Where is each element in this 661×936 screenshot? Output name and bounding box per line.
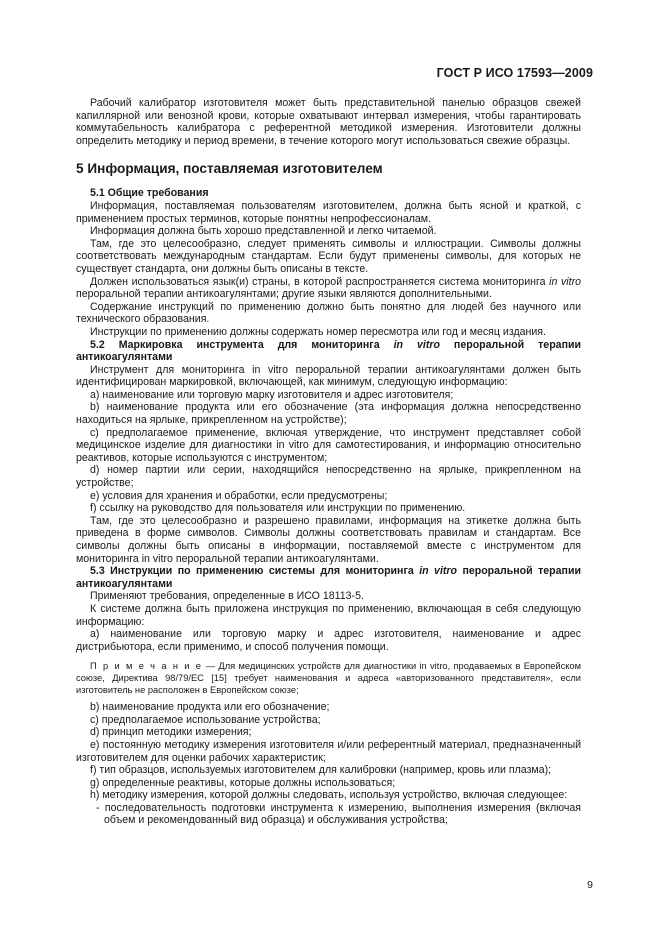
paragraph: Должен использоваться язык(и) страны, в которой распространяется система мониторинга in vitro пероральной терапии антикоагулянтами; другие языки являются дополнительными. <box>76 275 581 301</box>
list-item: е) постоянную методику измерения изготовителя и/или референтный материал, предназначенный изготовителем для оценки рабочих характеристик; <box>76 738 581 764</box>
section-5-title: 5 Информация, поставляемая изготовителем <box>76 161 383 177</box>
list-item: f) ссылку на руководство для пользователя или инструкции по применению. <box>90 502 466 515</box>
paragraph: Информация должна быть хорошо представленной и легко читаемой. <box>90 225 437 238</box>
list-item: d) принцип методики измерения; <box>90 726 252 739</box>
paragraph: Там, где это целесообразно, следует применять символы и иллюстрации. Символы должны соответствовать международным стандартам. Если будут применены символы, для которых не существует стандарта, они должны быть описаны в тексте. <box>76 237 581 275</box>
list-item: b) наименование продукта или его обозначение (эта информация должна непосредственно находиться на ярлыке, прикрепленном на устройстве); <box>76 401 581 427</box>
paragraph: Инструмент для мониторинга in vitro пероральной терапии антикоагулянтами должен быть идентифицирован маркировкой, включающей, как минимум, следующую информацию: <box>76 363 581 389</box>
dash-item: - последовательность подготовки инструмента к измерению, выполнения измерения (включая объем и рекомендованный вид образца) и обслуживания устройства; <box>96 801 581 827</box>
note: П р и м е ч а н и е — Для медицинских устройств для диагностики in vitro, продаваемых в Европейском союзе, Директива 98/79/ЕС [15] требует наименования и адреса «авторизованного представителя», если изготовитель не расположен в Европейском союзе; <box>76 661 581 695</box>
list-item: c) предполагаемое применение, включая утверждение, что инструмент представляет собой медицинское изделие для диагностики in vitro для самотестирования, и информацию относительно реактивов, которые используются с инструментом; <box>76 426 581 464</box>
list-item: d) номер партии или серии, находящийся непосредственно на ярлыке, прикрепленном на устройстве; <box>76 464 581 490</box>
list-item: а) наименование или торговую марку изготовителя и адрес изготовителя; <box>90 388 454 401</box>
list-item: е) условия для хранения и обработки, если предусмотрены; <box>90 489 388 502</box>
section-5-3-title: 5.3 Инструкции по применению системы для мониторинга in vitro пероральной терапии антикоагулянтами <box>76 565 581 590</box>
paragraph: Информация, поставляемая пользователям изготовителем, должна быть ясной и краткой, с применением простых терминов, которые понятны непрофессионалам. <box>76 199 581 225</box>
section-5-2-title: 5.2 Маркировка инструмента для мониторинга in vitro пероральной терапии антикоагулянтами <box>76 338 581 364</box>
list-item: а) наименование или торговую марку и адрес изготовителя, наименование и адрес дистрибьютора, если применимо, и способ получения помощи. <box>76 628 581 653</box>
section-5-1-title: 5.1 Общие требования <box>90 187 209 200</box>
list-item: h) методику измерения, которой должны следовать, используя устройство, включая следующее: <box>90 789 568 802</box>
document-id: ГОСТ Р ИСО 17593—2009 <box>436 66 593 80</box>
paragraph: Содержание инструкций по применению должно быть понятно для людей без научного или технического образования. <box>76 300 581 326</box>
intro-paragraph: Рабочий калибратор изготовителя может быть представительной панелью образцов свежей капиллярной или венозной крови, которые охватывают интервал измерения, чтобы гарантировать коммутабельность калибратора с референтной методикой измерения. Изготовители должны определить методику и период времени, в течение которого могут использоваться свежие образцы. <box>76 97 581 147</box>
paragraph: Применяют требования, определенные в ИСО 18113-5. <box>90 590 364 603</box>
list-item: f) тип образцов, используемых изготовителем для калибровки (например, кровь или плазма); <box>90 764 552 777</box>
list-item: b) наименование продукта или его обозначение; <box>90 701 330 714</box>
list-item: g) определенные реактивы, которые должны использоваться; <box>90 776 396 789</box>
paragraph: К системе должна быть приложена инструкция по применению, включающая в себя следующую информацию: <box>76 602 581 628</box>
paragraph: Там, где это целесообразно и разрешено правилами, информация на этикетке должна быть приведена в форме символов. Символы должны соответствовать правилам и стандартам. Все символы должны быть описаны в информации, поставляемой вместе с инструментом для мониторинга in vitro пероральной терапии антикоагулянтами. <box>76 514 581 565</box>
document-body <box>76 97 581 827</box>
page-number: 9 <box>587 879 593 891</box>
paragraph: Инструкции по применению должны содержать номер пересмотра или год и месяц издания. <box>90 325 546 338</box>
list-item: c) предполагаемое использование устройства; <box>90 713 321 726</box>
